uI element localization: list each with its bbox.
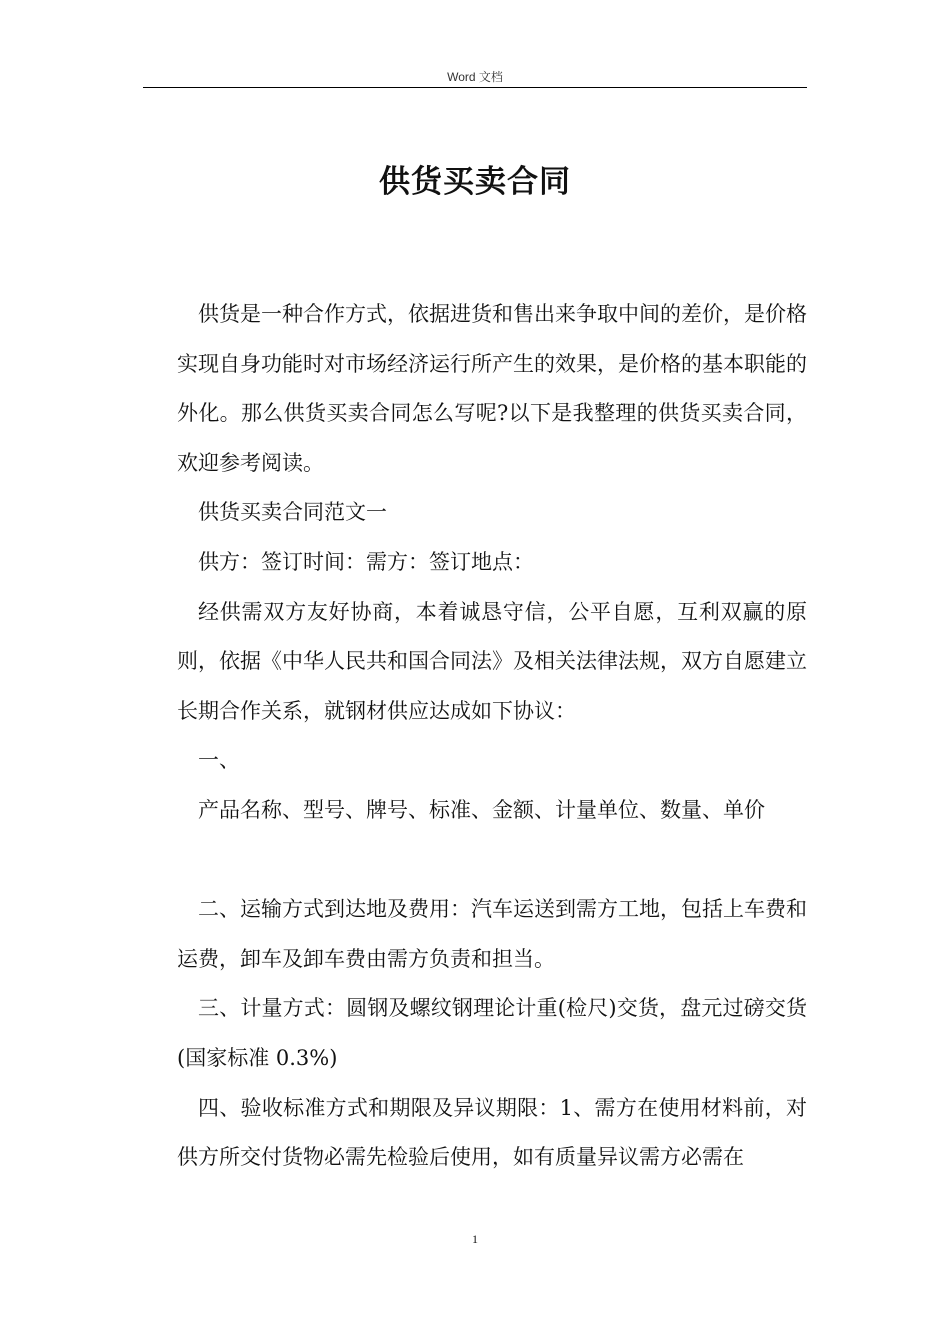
paragraph-clause-3: 三、计量方式：圆钢及螺纹钢理论计重(检尺)交货，盘元过磅交货(国家标准 0.3%) <box>177 996 807 1070</box>
document-body <box>177 290 807 1183</box>
paragraph-intro: 供货是一种合作方式，依据进货和售出来争取中间的差价，是价格实现自身功能时对市场经济运行所产生的效果，是价格的基本职能的外化。那么供货买卖合同怎么写呢?以下是我整理的供货买卖合同，欢迎参考阅读。 <box>177 302 807 475</box>
paragraph-preamble: 经供需双方友好协商，本着诚恳守信，公平自愿，互利双赢的原则，依据《中华人民共和国合同法》及相关法律法规，双方自愿建立长期合作关系，就钢材供应达成如下协议： <box>177 599 807 723</box>
page-header-label: Word 文档 <box>447 70 503 84</box>
paragraph-parties: 供方：签订时间：需方：签订地点： <box>198 549 534 574</box>
paragraph-clause-1: 一、 <box>198 748 240 773</box>
paragraph-clause-4: 四、验收标准方式和期限及异议期限：1、需方在使用材料前，对供方所交付货物必需先检验后使用，如有质量异议需方必需在 <box>177 1095 807 1170</box>
paragraph-product-fields: 产品名称、型号、牌号、标准、金额、计量单位、数量、单价 <box>198 797 765 822</box>
paragraph-clause-2: 二、运输方式到达地及费用：汽车运送到需方工地，包括上车费和运费，卸车及卸车费由需方负责和担当。 <box>177 897 807 971</box>
paragraph-sample-heading: 供货买卖合同范文一 <box>198 500 387 525</box>
page-number: 1 <box>472 1232 478 1246</box>
document-title: 供货买卖合同 <box>379 164 571 200</box>
header-divider <box>143 87 807 88</box>
